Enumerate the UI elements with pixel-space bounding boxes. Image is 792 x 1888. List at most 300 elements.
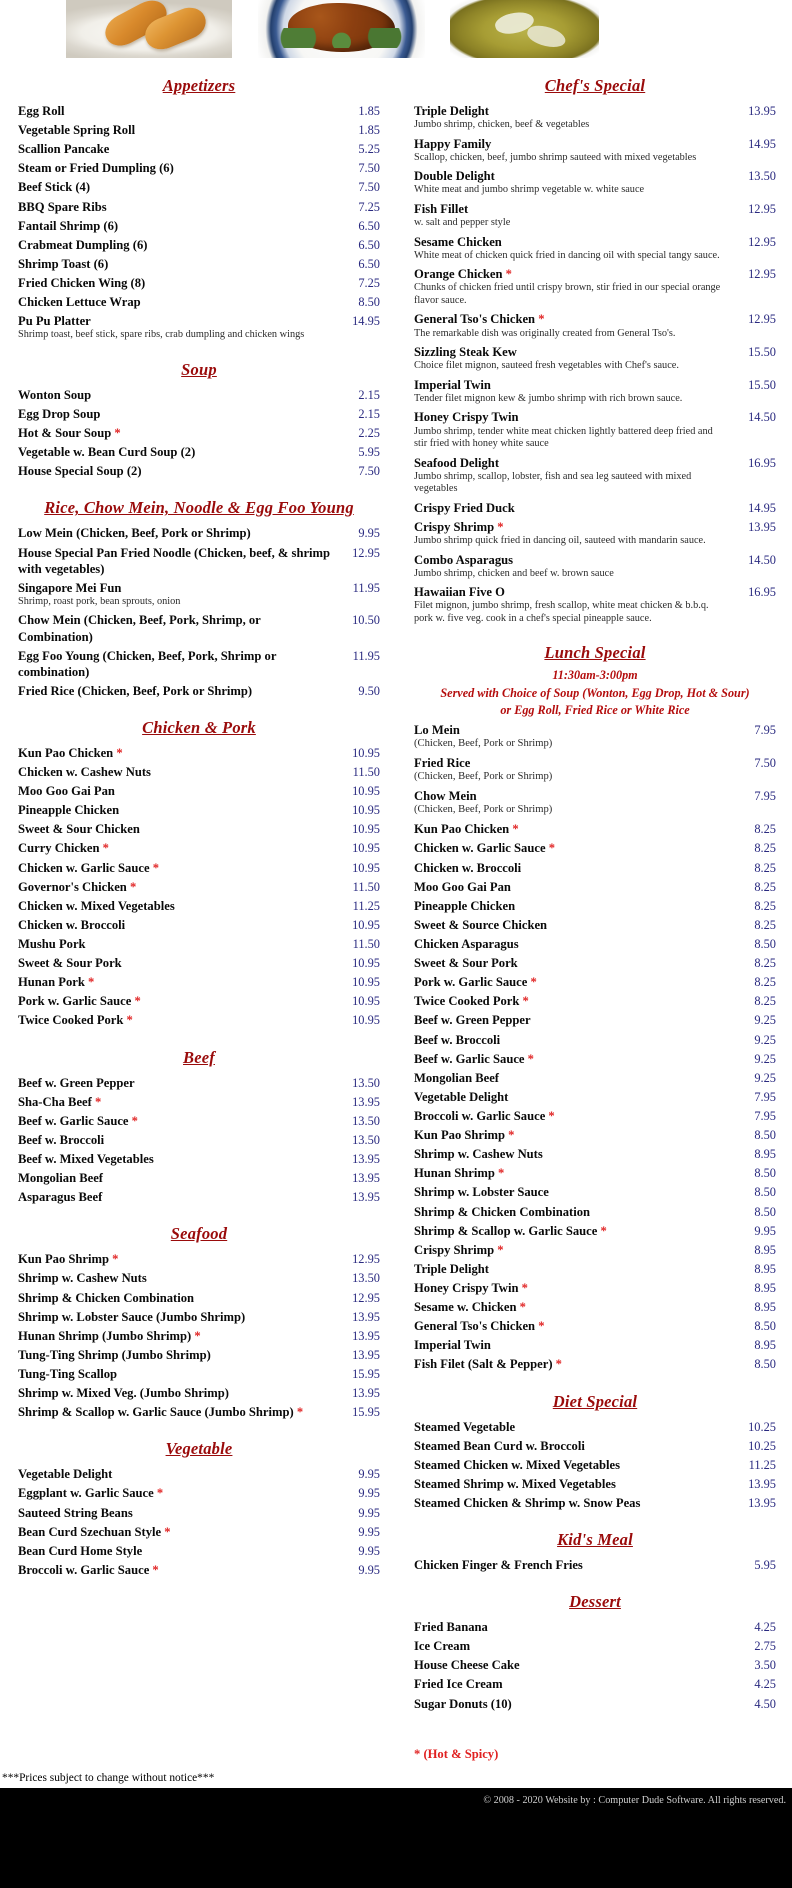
menu-item-description: Jumbo shrimp quick fried in dancing oil, sauteed with mandarin sauce.	[414, 535, 706, 547]
menu-item	[18, 1073, 380, 1092]
menu-item-name	[18, 1170, 334, 1186]
menu-item-name	[414, 821, 730, 837]
menu-item-name	[414, 993, 730, 1009]
menu-item-price: 12.95	[748, 267, 776, 282]
menu-item-price: 12.95	[352, 1290, 380, 1305]
menu-item	[414, 1354, 776, 1373]
section-heading-vegetable: Vegetable	[165, 1439, 233, 1459]
menu-item	[18, 523, 380, 542]
menu-item	[414, 1636, 776, 1655]
menu-item-price: 11.95	[352, 580, 380, 595]
menu-item-label: Shrimp w. Cashew Nuts	[18, 1271, 147, 1286]
menu-item	[18, 292, 380, 311]
menu-item-label: Kun Pao Shrimp	[414, 1128, 505, 1143]
menu-item-name	[18, 1151, 334, 1167]
menu-item-name	[18, 580, 334, 596]
section-note: 11:30am-3:00pm	[552, 668, 638, 683]
copyright-bar	[0, 1788, 792, 1811]
menu-item-label: Kun Pao Chicken	[18, 745, 114, 760]
menu-item-name	[18, 525, 334, 541]
menu-item-name	[18, 425, 334, 441]
menu-item-price: 13.95	[352, 1094, 380, 1109]
menu-item-name	[414, 1032, 730, 1048]
menu-item-price: 10.95	[352, 1013, 380, 1028]
menu-item	[18, 1503, 380, 1522]
menu-item	[18, 896, 380, 915]
section-heading-lunch-special: Lunch Special	[544, 643, 646, 663]
menu-item	[18, 404, 380, 423]
menu-item-name	[18, 974, 334, 990]
menu-item-price: 10.95	[352, 917, 380, 932]
menu-item	[414, 517, 776, 536]
menu-item-price: 7.95	[754, 1089, 776, 1104]
menu-item	[414, 264, 776, 283]
menu-item-label: Fried Chicken Wing (8)	[18, 275, 146, 290]
menu-item-label: Steamed Chicken & Shrimp w. Snow Peas	[414, 1495, 641, 1510]
menu-item-name	[18, 387, 334, 403]
menu-item-name	[414, 974, 730, 990]
menu-item-name	[18, 160, 334, 176]
menu-item	[414, 550, 776, 569]
spicy-marker-icon: *	[113, 745, 123, 760]
menu-section-seafood	[18, 1224, 380, 1421]
menu-item-name	[18, 879, 334, 895]
menu-item-name	[414, 1261, 730, 1277]
menu-item-name	[18, 1466, 334, 1482]
menu-item-name	[18, 1132, 334, 1148]
menu-item	[414, 342, 776, 361]
menu-item	[18, 578, 380, 597]
menu-item	[414, 1163, 776, 1182]
menu-item-price: 8.25	[754, 917, 776, 932]
spring-rolls-photo	[66, 0, 232, 58]
menu-item	[18, 442, 380, 461]
menu-item	[414, 1617, 776, 1636]
menu-item	[18, 1288, 380, 1307]
menu-item-label: Broccoli w. Garlic Sauce	[18, 1562, 150, 1577]
menu-item-name	[414, 1657, 730, 1673]
menu-item-price: 7.25	[358, 199, 380, 214]
header-photo-strip	[0, 0, 792, 58]
menu-item	[18, 1268, 380, 1287]
spicy-marker-icon: *	[494, 1242, 504, 1257]
menu-item	[18, 158, 380, 177]
menu-item-name	[18, 821, 334, 837]
section-heading-seafood: Seafood	[170, 1224, 228, 1244]
menu-item-price: 9.95	[358, 1505, 380, 1520]
menu-item	[18, 1345, 380, 1364]
menu-item-name	[414, 1070, 730, 1086]
menu-item-price: 4.25	[754, 1677, 776, 1692]
menu-item	[414, 1125, 776, 1144]
menu-item-label: Sesame w. Chicken	[414, 1300, 517, 1315]
menu-item-name	[18, 993, 334, 1009]
menu-item-name	[414, 1108, 730, 1124]
menu-item-label: Chicken Asparagus	[414, 936, 519, 951]
menu-item	[18, 781, 380, 800]
menu-item	[414, 453, 776, 472]
menu-item-label: Vegetable Delight	[18, 1467, 113, 1482]
menu-item-label: Sugar Donuts (10)	[414, 1696, 512, 1711]
menu-item-price: 13.50	[352, 1132, 380, 1147]
menu-item-name	[414, 1299, 730, 1315]
menu-item	[414, 1674, 776, 1693]
menu-item-label: Scallion Pancake	[18, 142, 110, 157]
menu-item-price: 2.25	[358, 426, 380, 441]
menu-item	[414, 1493, 776, 1512]
menu-item	[18, 1111, 380, 1130]
menu-item	[414, 1259, 776, 1278]
menu-item-price: 9.25	[754, 1013, 776, 1028]
menu-item	[414, 896, 776, 915]
spicy-marker-icon: *	[597, 1223, 607, 1238]
menu-item	[18, 1307, 380, 1326]
menu-item-name	[18, 406, 334, 422]
menu-item-label: Chicken w. Cashew Nuts	[18, 765, 151, 780]
menu-section-soup	[18, 360, 380, 481]
menu-item-description: Scallop, chicken, beef, jumbo shrimp sauteed with mixed vegetables	[414, 151, 697, 163]
menu-item-price: 13.95	[352, 1328, 380, 1343]
menu-item-description: (Chicken, Beef, Pork or Shrimp)	[414, 804, 553, 816]
menu-item-label: Governor's Chicken	[18, 879, 127, 894]
menu-section-appetizers	[18, 76, 380, 342]
spicy-marker-icon: *	[527, 975, 537, 990]
menu-item	[414, 915, 776, 934]
menu-item-description: White meat of chicken quick fried in dancing oil with special tangy sauce.	[414, 249, 720, 261]
spicy-marker-icon: *	[149, 1562, 159, 1577]
menu-item-label: Vegetable w. Bean Curd Soup (2)	[18, 445, 196, 460]
menu-item-label: Egg Drop Soup	[18, 406, 101, 421]
menu-item-price: 9.95	[358, 1543, 380, 1558]
menu-item-price: 10.95	[352, 975, 380, 990]
menu-item-price: 8.25	[754, 994, 776, 1009]
menu-item-label: Beef w. Mixed Vegetables	[18, 1152, 154, 1167]
menu-item-name	[18, 545, 334, 577]
menu-item-name	[18, 745, 334, 761]
section-heading-kid-s-meal: Kid's Meal	[557, 1530, 633, 1550]
spicy-marker-icon: *	[128, 1113, 138, 1128]
spicy-marker-icon: *	[84, 975, 95, 990]
menu-item-name	[414, 860, 730, 876]
menu-item-name	[18, 1524, 334, 1540]
menu-item-price: 10.25	[748, 1419, 776, 1434]
spicy-marker-icon: *	[293, 1405, 304, 1420]
menu-item-name	[414, 1146, 730, 1162]
menu-item	[414, 199, 776, 218]
menu-item-price: 9.95	[358, 1562, 380, 1577]
menu-item-label: Beef Stick (4)	[18, 180, 91, 195]
menu-item-price: 2.15	[358, 406, 380, 421]
menu-item	[18, 543, 380, 578]
menu-item-label: Shrimp w. Lobster Sauce	[414, 1185, 549, 1200]
menu-item	[414, 134, 776, 153]
menu-item-price: 13.95	[352, 1152, 380, 1167]
menu-item	[18, 311, 380, 330]
menu-item	[414, 991, 776, 1010]
menu-section-lunch-special	[414, 643, 776, 1373]
menu-item-label: Shrimp w. Mixed Veg. (Jumbo Shrimp)	[18, 1386, 229, 1401]
menu-item-price: 8.50	[754, 1204, 776, 1219]
menu-item-name	[414, 168, 730, 184]
menu-item	[414, 1049, 776, 1068]
menu-item-price: 8.50	[754, 1128, 776, 1143]
menu-item-name	[414, 344, 730, 360]
menu-item-description: Choice filet mignon, sauteed fresh vegetables with Chef's sauce.	[414, 360, 679, 372]
menu-item-price: 7.50	[358, 180, 380, 195]
menu-item-price: 13.95	[748, 519, 776, 534]
menu-item-label: Fried Rice (Chicken, Beef, Pork or Shrimp)	[18, 683, 253, 698]
menu-item-label: Asparagus Beef	[18, 1190, 103, 1205]
menu-item-price: 10.95	[352, 784, 380, 799]
menu-item-name	[414, 1619, 730, 1635]
section-heading-diet-special: Diet Special	[552, 1391, 638, 1411]
menu-item-name	[18, 237, 334, 253]
menu-item-label: Shrimp w. Lobster Sauce (Jumbo Shrimp)	[18, 1309, 246, 1324]
menu-item	[414, 232, 776, 251]
menu-section-diet-special	[414, 1392, 776, 1513]
menu-item	[18, 254, 380, 273]
menu-item-price: 13.50	[352, 1271, 380, 1286]
menu-item-label: Chicken Finger & French Fries	[414, 1558, 583, 1573]
menu-item-description: Tender filet mignon kew & jumbo shrimp with rich brown sauce.	[414, 392, 683, 404]
menu-item-name	[414, 311, 730, 327]
menu-item-label: Double Delight	[414, 169, 495, 184]
menu-item	[18, 800, 380, 819]
menu-item-label: Kun Pao Chicken	[414, 822, 510, 837]
menu-item-label: Orange Chicken	[414, 267, 503, 282]
menu-item-label: Steamed Bean Curd w. Broccoli	[414, 1438, 585, 1453]
spicy-marker-icon: *	[126, 879, 137, 894]
menu-item-label: Imperial Twin	[414, 1338, 491, 1353]
menu-item-price: 15.95	[352, 1367, 380, 1381]
menu-item-label: Hunan Shrimp (Jumbo Shrimp)	[18, 1328, 192, 1343]
menu-item-name	[414, 1012, 730, 1028]
spicy-marker-icon: *	[99, 841, 109, 856]
menu-item	[18, 1130, 380, 1149]
menu-item-label: Steamed Shrimp w. Mixed Vegetables	[414, 1476, 616, 1491]
menu-item-name	[18, 1290, 334, 1306]
menu-item	[18, 216, 380, 235]
menu-item	[414, 1106, 776, 1125]
menu-item-description: Shrimp, roast pork, bean sprouts, onion	[18, 595, 181, 607]
menu-item	[414, 1202, 776, 1221]
menu-item-name	[18, 648, 334, 680]
menu-item	[18, 953, 380, 972]
menu-item-price: 16.95	[748, 455, 776, 470]
section-heading-chef-s-special: Chef's Special	[544, 76, 646, 95]
menu-item-price: 4.50	[754, 1696, 776, 1711]
menu-item	[414, 858, 776, 877]
menu-item-label: General Tso's Chicken	[414, 1319, 536, 1334]
menu-item	[414, 1436, 776, 1455]
menu-item-label: Triple Delight	[414, 104, 489, 118]
menu-item-name	[18, 860, 334, 876]
menu-item-price: 10.95	[352, 822, 380, 837]
menu-item-name	[414, 1419, 730, 1435]
menu-item-price: 9.95	[358, 1524, 380, 1539]
spicy-marker-icon: *	[111, 426, 121, 441]
menu-item-name	[414, 1457, 730, 1473]
menu-item-price: 10.25	[748, 1438, 776, 1453]
menu-item-label: Sha-Cha Beef	[18, 1094, 92, 1109]
menu-item-price: 15.50	[748, 345, 776, 360]
menu-item-price: 8.25	[754, 956, 776, 971]
menu-item-name	[414, 1204, 730, 1220]
menu-item-price: 13.95	[352, 1309, 380, 1324]
menu-item-price: 8.25	[754, 822, 776, 837]
menu-item-price: 10.95	[352, 841, 380, 856]
menu-item-name	[414, 1356, 730, 1372]
menu-item-price: 8.95	[754, 1300, 776, 1315]
menu-item-name	[414, 788, 730, 804]
menu-item-name	[18, 275, 334, 291]
menu-item-price: 6.50	[358, 218, 380, 233]
menu-item-name	[414, 201, 730, 217]
menu-item-name	[414, 1495, 730, 1511]
menu-item-label: Lo Mein	[414, 723, 460, 738]
menu-item-label: Fish Fillet	[414, 201, 469, 216]
menu-item	[414, 166, 776, 185]
menu-section-rice-chow-mein-noodle-egg-foo-young	[18, 498, 380, 700]
menu-item-label: Pu Pu Platter	[18, 314, 91, 329]
menu-item-name	[18, 802, 334, 818]
menu-item-label: Shrimp & Scallop w. Garlic Sauce (Jumbo Shrimp)	[18, 1405, 294, 1420]
menu-item-label: Hunan Shrimp	[414, 1166, 495, 1181]
menu-item-name	[414, 1089, 730, 1105]
menu-item-name	[18, 294, 334, 310]
menu-item-description: Jumbo shrimp, tender white meat chicken lightly battered deep fried and stir fried with honey white sauce	[414, 425, 713, 450]
menu-item-name	[18, 840, 334, 856]
menu-item	[414, 1087, 776, 1106]
menu-item-price: 7.95	[754, 723, 776, 738]
menu-item-label: Imperial Twin	[414, 377, 491, 392]
menu-item-price: 10.95	[352, 803, 380, 818]
menu-item-label: Sizzling Steak Kew	[414, 345, 517, 360]
menu-item-name	[18, 199, 334, 215]
menu-item-label: Tung-Ting Shrimp (Jumbo Shrimp)	[18, 1347, 211, 1362]
menu-item-price: 12.95	[352, 545, 380, 560]
menu-item-price: 7.50	[358, 464, 380, 479]
menu-item	[414, 1297, 776, 1316]
menu-item-price: 15.95	[352, 1405, 380, 1420]
menu-item-label: Pineapple Chicken	[414, 898, 516, 913]
menu-item	[18, 197, 380, 216]
menu-item	[414, 1144, 776, 1163]
menu-item-label: Steamed Chicken w. Mixed Vegetables	[414, 1457, 621, 1472]
menu-item-price: 13.50	[352, 1113, 380, 1128]
menu-item-price: 11.25	[748, 1457, 776, 1472]
menu-item-label: Crispy Shrimp	[414, 519, 495, 534]
menu-item-description: Chunks of chicken fried until crispy brown, stir fried in our special orange flavor sauce.	[414, 282, 721, 306]
menu-item-price: 13.95	[748, 104, 776, 118]
spicy-marker-icon: *	[519, 994, 529, 1009]
menu-item-price: 8.95	[754, 1147, 776, 1162]
menu-item-price: 11.50	[352, 937, 380, 952]
menu-item-price: 13.50	[748, 169, 776, 184]
menu-section-chicken-pork	[18, 718, 380, 1030]
menu-item-price: 8.25	[754, 841, 776, 856]
section-heading-dessert: Dessert	[569, 1592, 621, 1612]
menu-item-name	[414, 103, 730, 119]
menu-item-label: Sweet & Sour Pork	[414, 956, 518, 971]
menu-item	[414, 838, 776, 857]
menu-item	[414, 1068, 776, 1087]
menu-item-price: 9.95	[358, 1486, 380, 1501]
menu-item-name	[414, 1051, 730, 1067]
menu-item-label: Broccoli w. Garlic Sauce	[414, 1108, 546, 1123]
menu-item	[18, 972, 380, 991]
menu-item-label: House Special Soup (2)	[18, 464, 142, 479]
menu-item	[18, 1249, 380, 1268]
menu-item-label: Chicken w. Mixed Vegetables	[18, 898, 175, 913]
menu-item-description: Jumbo shrimp, chicken and beef w. brown sauce	[414, 567, 614, 579]
menu-item-price: 7.25	[358, 275, 380, 290]
menu-item	[18, 235, 380, 254]
menu-item-price: 13.95	[748, 1495, 776, 1510]
menu-item-label: Fried Banana	[414, 1620, 488, 1635]
menu-item	[414, 753, 776, 772]
price-disclaimer: ***Prices subject to change without notice***	[2, 1771, 215, 1784]
menu-item-label: Tung-Ting Scallop	[18, 1367, 118, 1381]
spicy-marker-icon: *	[91, 1094, 102, 1109]
menu-item-name	[18, 218, 334, 234]
menu-item	[18, 1402, 380, 1421]
menu-item	[414, 1474, 776, 1493]
menu-item	[414, 1182, 776, 1201]
menu-item-price: 13.95	[748, 1476, 776, 1491]
menu-item	[18, 120, 380, 139]
menu-item-description: (Chicken, Beef, Pork or Shrimp)	[414, 738, 553, 750]
menu-item	[18, 934, 380, 953]
menu-item-price: 5.95	[358, 445, 380, 460]
menu-item-description: Filet mignon, jumbo shrimp, fresh scallop, white meat chicken & b.b.q. pork w. five veg. cook in a chef's special pineapple sauce.	[414, 600, 709, 624]
menu-item-name	[18, 1270, 334, 1286]
menu-section-vegetable	[18, 1439, 380, 1579]
wonton-soup-photo	[450, 0, 599, 58]
menu-item-label: Mushu Pork	[18, 937, 86, 952]
menu-item-label: Chicken w. Broccoli	[18, 917, 126, 932]
menu-item-price: 8.25	[754, 879, 776, 894]
menu-item-label: Twice Cooked Pork	[414, 994, 520, 1009]
menu-item-label: Moo Goo Gai Pan	[18, 784, 115, 799]
menu-item-name	[414, 455, 730, 471]
menu-item-name	[18, 1113, 334, 1129]
menu-item	[414, 1655, 776, 1674]
menu-item-label: Eggplant w. Garlic Sauce	[18, 1486, 154, 1501]
menu-item-label: Vegetable Delight	[414, 1089, 509, 1104]
menu-item-name	[414, 1557, 730, 1573]
menu-item-description: Shrimp toast, beef stick, spare ribs, crab dumpling and chicken wings	[18, 329, 305, 341]
menu-item-label: Beef w. Broccoli	[414, 1032, 501, 1047]
menu-item-label: Triple Delight	[414, 1261, 489, 1276]
menu-item	[18, 915, 380, 934]
menu-item-label: House Cheese Cake	[414, 1658, 520, 1673]
menu-item	[18, 819, 380, 838]
menu-item-description: w. salt and pepper style	[414, 217, 511, 229]
menu-item-name	[18, 444, 334, 460]
menu-item	[414, 407, 776, 426]
menu-item-name	[414, 1165, 730, 1181]
menu-item-label: Sesame Chicken	[414, 234, 502, 249]
menu-item-name	[414, 1638, 730, 1654]
menu-item	[18, 101, 380, 120]
spicy-marker-icon: *	[149, 860, 159, 875]
menu-item-price: 8.25	[754, 898, 776, 913]
menu-item-label: Chow Mein	[414, 789, 477, 804]
menu-item-label: Sweet & Sour Pork	[18, 956, 122, 971]
menu-item-price: 7.50	[754, 756, 776, 771]
menu-item-price: 16.95	[748, 585, 776, 600]
